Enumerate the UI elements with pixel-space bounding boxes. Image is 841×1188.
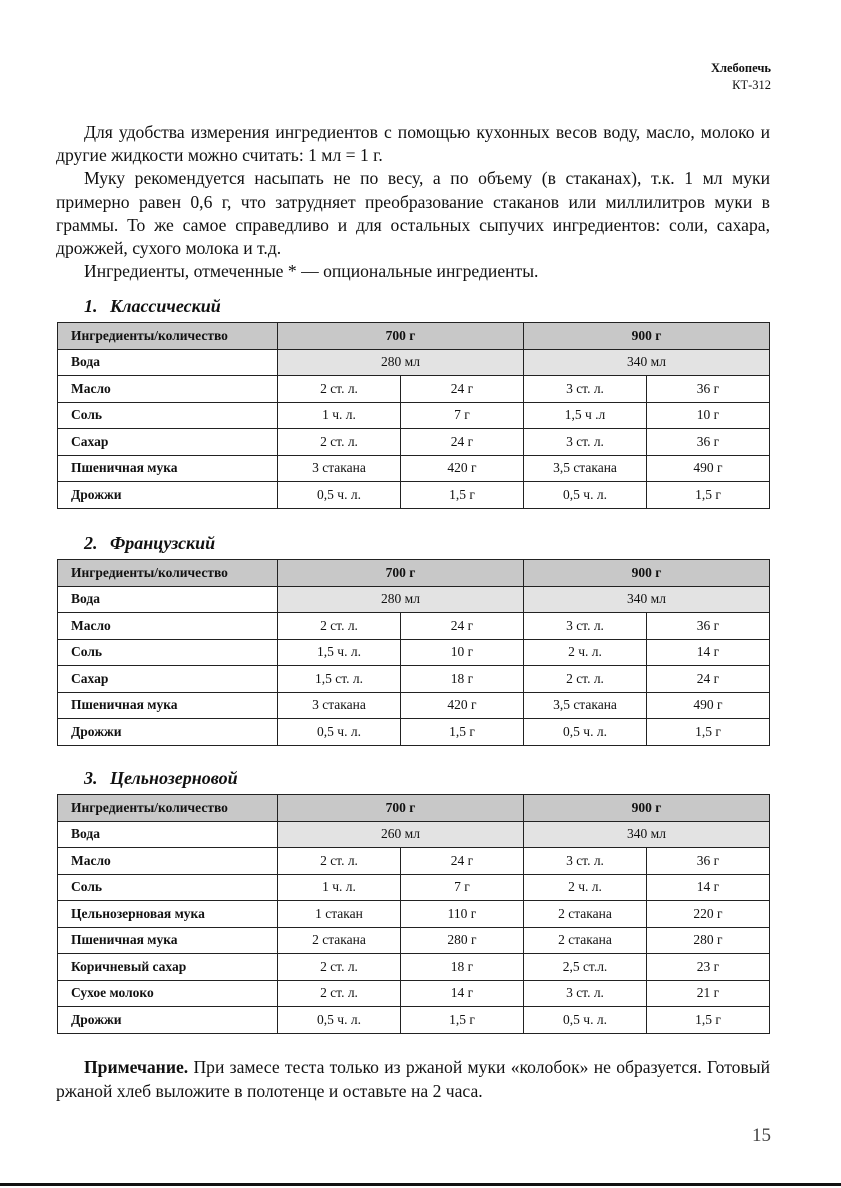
amount-900-grams: 36 г: [647, 376, 770, 403]
amount-900-grams: 1,5 г: [647, 719, 770, 746]
table-row: [58, 692, 770, 719]
water-900: 340 мл: [524, 821, 770, 848]
ingredient-name: Масло: [58, 376, 278, 403]
amount-900-measure: 3 ст. л.: [524, 429, 647, 456]
ingredient-name: Масло: [58, 613, 278, 640]
note-text: При замесе теста только из ржаной муки «колобок» не образуется. Готовый ржаной хлеб выложите в полотенце и оставьте на 2 часа.: [56, 1057, 770, 1101]
table-row: [58, 429, 770, 456]
bottom-rule: [0, 1183, 841, 1186]
amount-700-grams: 24 г: [401, 848, 524, 875]
ingredient-name: Сухое молоко: [58, 980, 278, 1007]
amount-700-grams: 18 г: [401, 666, 524, 693]
column-header-700: 700 г: [278, 560, 524, 587]
recipe-table: [57, 794, 770, 1034]
water-900: 340 мл: [524, 586, 770, 613]
amount-700-measure: 1 ч. л.: [278, 402, 401, 429]
amount-700-measure: 2 ст. л.: [278, 848, 401, 875]
amount-900-grams: 36 г: [647, 613, 770, 640]
amount-700-measure: 3 стакана: [278, 692, 401, 719]
amount-900-measure: 3 ст. л.: [524, 376, 647, 403]
water-700: 260 мл: [278, 821, 524, 848]
amount-700-grams: 24 г: [401, 613, 524, 640]
column-header-700: 700 г: [278, 323, 524, 350]
table-header-row: [58, 795, 770, 822]
amount-700-measure: 2 ст. л.: [278, 376, 401, 403]
ingredient-name: Коричневый сахар: [58, 954, 278, 981]
ingredient-name: Вода: [58, 821, 278, 848]
amount-900-measure: 2 ч. л.: [524, 639, 647, 666]
model-number: КТ-312: [732, 78, 771, 92]
amount-700-measure: 3 стакана: [278, 455, 401, 482]
amount-700-grams: 24 г: [401, 376, 524, 403]
ingredient-name: Соль: [58, 639, 278, 666]
amount-700-measure: 1 ч. л.: [278, 874, 401, 901]
section-number: 2.: [84, 533, 98, 553]
table-row: [58, 848, 770, 875]
ingredient-name: Соль: [58, 402, 278, 429]
amount-900-grams: 1,5 г: [647, 1007, 770, 1034]
recipe-table: [57, 322, 770, 509]
amount-900-grams: 14 г: [647, 874, 770, 901]
table-row: [58, 821, 770, 848]
ingredient-name: Вода: [58, 586, 278, 613]
amount-900-measure: 3 ст. л.: [524, 613, 647, 640]
amount-700-measure: 0,5 ч. л.: [278, 1007, 401, 1034]
table-header-row: [58, 323, 770, 350]
amount-700-grams: 1,5 г: [401, 1007, 524, 1034]
table-row: [58, 639, 770, 666]
column-header-ingredients: Ингредиенты/количество: [58, 795, 278, 822]
amount-900-grams: 36 г: [647, 848, 770, 875]
amount-900-grams: 490 г: [647, 455, 770, 482]
amount-900-grams: 24 г: [647, 666, 770, 693]
amount-900-measure: 2 ст. л.: [524, 666, 647, 693]
amount-900-grams: 23 г: [647, 954, 770, 981]
ingredient-name: Дрожжи: [58, 482, 278, 509]
table-row: [58, 482, 770, 509]
note-paragraph: [56, 1056, 770, 1103]
amount-900-measure: 2 стакана: [524, 901, 647, 928]
amount-700-grams: 7 г: [401, 402, 524, 429]
table-row: [58, 455, 770, 482]
section-title: [84, 533, 215, 554]
amount-700-grams: 420 г: [401, 692, 524, 719]
amount-900-measure: 2 стакана: [524, 927, 647, 954]
amount-700-grams: 420 г: [401, 455, 524, 482]
amount-900-measure: 3,5 стакана: [524, 692, 647, 719]
table-row: [58, 954, 770, 981]
column-header-900: 900 г: [524, 560, 770, 587]
amount-700-grams: 14 г: [401, 980, 524, 1007]
amount-900-measure: 1,5 ч .л: [524, 402, 647, 429]
amount-700-measure: 1 стакан: [278, 901, 401, 928]
section-name: Цельнозерновой: [110, 768, 238, 788]
column-header-900: 900 г: [524, 795, 770, 822]
water-900: 340 мл: [524, 349, 770, 376]
intro-paragraph: Муку рекомендуется насыпать не по весу, а по объему (в стаканах), т.к. 1 мл муки примерно равен 0,6 г, что затрудняет преобразование стаканов или миллилитров муки в граммы. То же самое справедливо и для остальных сыпучих ингредиентов: соли, сахара, дрожжей, сухого молока и т.д.: [56, 168, 770, 259]
page-header: [711, 60, 771, 94]
ingredient-name: Пшеничная мука: [58, 927, 278, 954]
amount-700-measure: 0,5 ч. л.: [278, 482, 401, 509]
intro-paragraph: Ингредиенты, отмеченные * — опциональные ингредиенты.: [84, 261, 539, 282]
section-number: 1.: [84, 296, 98, 316]
section-title: [84, 296, 221, 317]
amount-700-grams: 1,5 г: [401, 482, 524, 509]
ingredient-name: Сахар: [58, 429, 278, 456]
amount-900-measure: 2,5 ст.л.: [524, 954, 647, 981]
amount-700-measure: 2 стакана: [278, 927, 401, 954]
column-header-ingredients: Ингредиенты/количество: [58, 323, 278, 350]
amount-700-measure: 2 ст. л.: [278, 980, 401, 1007]
ingredient-name: Вода: [58, 349, 278, 376]
table-header-row: [58, 560, 770, 587]
amount-900-grams: 220 г: [647, 901, 770, 928]
section-number: 3.: [84, 768, 98, 788]
ingredient-name: Цельнозерновая мука: [58, 901, 278, 928]
table-row: [58, 901, 770, 928]
amount-900-measure: 0,5 ч. л.: [524, 719, 647, 746]
ingredient-name: Сахар: [58, 666, 278, 693]
amount-700-measure: 1,5 ст. л.: [278, 666, 401, 693]
table-row: [58, 927, 770, 954]
amount-900-grams: 280 г: [647, 927, 770, 954]
amount-700-measure: 2 ст. л.: [278, 613, 401, 640]
intro-paragraph: Для удобства измерения ингредиентов с помощью кухонных весов воду, масло, молоко и другие жидкости можно считать: 1 мл = 1 г.: [56, 122, 770, 166]
recipe-table: [57, 559, 770, 746]
ingredient-name: Соль: [58, 874, 278, 901]
amount-700-measure: 0,5 ч. л.: [278, 719, 401, 746]
amount-900-grams: 1,5 г: [647, 482, 770, 509]
ingredient-name: Дрожжи: [58, 1007, 278, 1034]
ingredient-name: Масло: [58, 848, 278, 875]
amount-900-measure: 0,5 ч. л.: [524, 1007, 647, 1034]
table-row: [58, 666, 770, 693]
product-name: Хлебопечь: [710, 61, 771, 75]
section-name: Классический: [110, 296, 221, 316]
table-row: [58, 613, 770, 640]
note: [56, 1056, 770, 1103]
amount-900-measure: 2 ч. л.: [524, 874, 647, 901]
column-header-700: 700 г: [278, 795, 524, 822]
note-label: Примечание.: [84, 1057, 189, 1077]
table-row: [58, 874, 770, 901]
table-row: [58, 1007, 770, 1034]
amount-900-grams: 10 г: [647, 402, 770, 429]
amount-900-grams: 36 г: [647, 429, 770, 456]
amount-700-grams: 280 г: [401, 927, 524, 954]
amount-900-measure: 0,5 ч. л.: [524, 482, 647, 509]
amount-700-grams: 7 г: [401, 874, 524, 901]
amount-900-grams: 14 г: [647, 639, 770, 666]
intro-text: [56, 121, 770, 283]
amount-900-measure: 3,5 стакана: [524, 455, 647, 482]
amount-900-grams: 21 г: [647, 980, 770, 1007]
table-row: [58, 402, 770, 429]
water-700: 280 мл: [278, 586, 524, 613]
amount-700-grams: 110 г: [401, 901, 524, 928]
table-row: [58, 376, 770, 403]
water-700: 280 мл: [278, 349, 524, 376]
table-row: [58, 586, 770, 613]
amount-700-grams: 24 г: [401, 429, 524, 456]
amount-900-measure: 3 ст. л.: [524, 980, 647, 1007]
amount-700-grams: 18 г: [401, 954, 524, 981]
ingredient-name: Пшеничная мука: [58, 455, 278, 482]
amount-900-measure: 3 ст. л.: [524, 848, 647, 875]
amount-700-measure: 2 ст. л.: [278, 429, 401, 456]
ingredient-name: Пшеничная мука: [58, 692, 278, 719]
column-header-ingredients: Ингредиенты/количество: [58, 560, 278, 587]
amount-700-measure: 2 ст. л.: [278, 954, 401, 981]
amount-700-measure: 1,5 ч. л.: [278, 639, 401, 666]
table-row: [58, 719, 770, 746]
ingredient-name: Дрожжи: [58, 719, 278, 746]
section-name: Французский: [110, 533, 216, 553]
column-header-900: 900 г: [524, 323, 770, 350]
amount-700-grams: 1,5 г: [401, 719, 524, 746]
amount-700-grams: 10 г: [401, 639, 524, 666]
section-title: [84, 768, 238, 789]
table-row: [58, 980, 770, 1007]
page-number: 15: [752, 1125, 771, 1146]
table-row: [58, 349, 770, 376]
amount-900-grams: 490 г: [647, 692, 770, 719]
